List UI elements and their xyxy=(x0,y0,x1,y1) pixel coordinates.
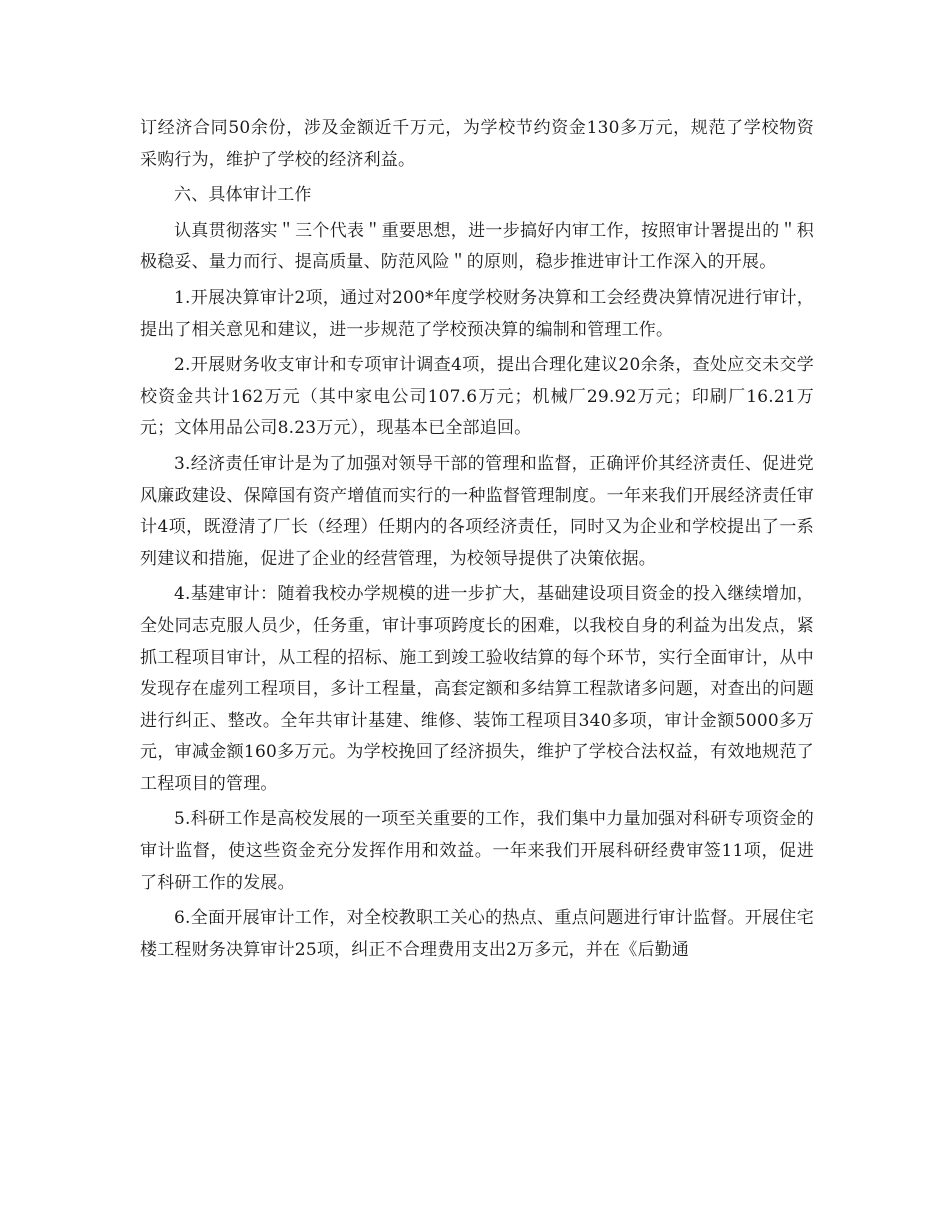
paragraph-item-5: 5.科研工作是高校发展的一项至关重要的工作，我们集中力量加强对科研专项资金的审计监督，使这些资金充分发挥作用和效益。一年来我们开展科研经费审签11项，促进了科研工作的发展。 xyxy=(140,809,814,893)
paragraph-item-4: 4.基建审计：随着我校办学规模的进一步扩大，基础建设项目资金的投入继续增加，全处同志克服人员少，任务重，审计事项跨度长的困难，以我校自身的利益为出发点，紧抓工程项目审计，从工程的招标、施工到竣工验收结算的每个环节，实行全面审计，从中发现存在虚列工程项目，多计工程量，高套定额和多结算工程款诸多问题，对查出的问题进行纠正、整改。全年共审计基建、维修、装饰工程项目340多项，审计金额5000多万元，审减金额160多万元。为学校挽回了经济损失，维护了学校合法权益，有效地规范了工程项目的管理。 xyxy=(140,584,814,794)
paragraph-continuation: 订经济合同50余份，涉及金额近千万元，为学校节约资金130多万元，规范了学校物资采购行为，维护了学校的经济利益。 xyxy=(140,118,814,170)
paragraph-intro: 认真贯彻落实＂三个代表＂重要思想，进一步搞好内审工作，按照审计署提出的＂积极稳妥、量力而行、提高质量、防范风险＂的原则，稳步推进审计工作深入的开展。 xyxy=(140,220,814,273)
paragraph-item-1: 1.开展决算审计2项，通过对200*年度学校财务决算和工会经费决算情况进行审计，提出了相关意见和建议，进一步规范了学校预决算的编制和管理工作。 xyxy=(140,287,814,340)
document-body xyxy=(140,113,814,970)
paragraph-item-6: 6.全面开展审计工作，对全校教职工关心的热点、重点问题进行审计监督。开展住宅楼工程财务决算审计25项，纠正不合理费用支出2万多元，并在《后勤通 xyxy=(140,908,814,960)
paragraph-item-2: 2.开展财务收支审计和专项审计调查4项，提出合理化建议20余条，查处应交未交学校资金共计162万元（其中家电公司107.6万元；机械厂29.92万元；印刷厂16.21万元；文体用品公司8.23万元），现基本已全部追回。 xyxy=(140,355,814,439)
section-heading: 六、具体审计工作 xyxy=(174,185,312,206)
paragraph-item-3: 3.经济责任审计是为了加强对领导干部的管理和监督，正确评价其经济责任、促进党风廉政建设、保障国有资产增值而实行的一种监督管理制度。一年来我们开展经济责任审计4项，既澄清了厂长（经理）任期内的各项经济责任，同时又为企业和学校提出了一系列建议和措施，促进了企业的经营管理，为校领导提供了决策依据。 xyxy=(140,453,814,569)
